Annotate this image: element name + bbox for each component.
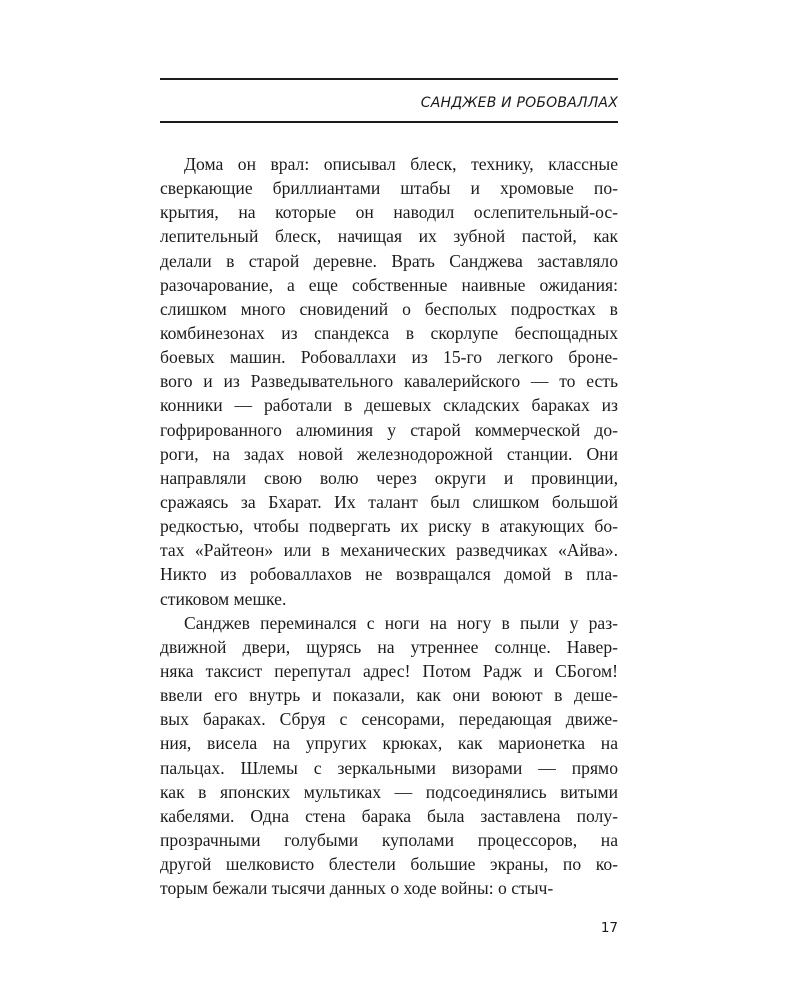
text-line: няка таксист перепутал адрес! Потом Радж и СБогом! [160, 660, 618, 681]
text-line: пальцах. Шлемы с зеркальными визорами — прямо [160, 757, 618, 778]
paragraph [160, 611, 618, 901]
text-line: торым бежали тысячи данных о ходе войны: о стыч- [160, 878, 554, 899]
text-line: ввели его внутрь и показали, как они воюют в деше- [160, 685, 618, 706]
body-text [160, 152, 618, 900]
header-rule-top [160, 78, 618, 80]
page-number: 17 [600, 920, 618, 936]
text-line: слишком много сновидений о бесполых подростках в [160, 298, 618, 319]
text-line: тах «Райтеон» или в механических разведчиках «Айва». [160, 540, 618, 561]
text-line: крытия, на которые он наводил ослепительный-ос- [160, 202, 618, 223]
text-line: разочарование, а еще собственные наивные ожидания: [160, 274, 618, 295]
text-line: сражаясь за Бхарат. Их талант был слишком большой [160, 491, 618, 512]
text-line: редкостью, чтобы подвергать их риску в атакующих бо- [160, 516, 618, 537]
text-line: Дома он врал: описывал блеск, технику, классные [184, 154, 618, 174]
text-line: гофрированного алюминия у старой коммерческой до- [160, 419, 618, 440]
text-line: конники — работали в дешевых складских бараках из [160, 395, 618, 416]
text-line: стиковом мешке. [160, 588, 287, 609]
text-line: прозрачными голубыми куполами процессоров, на [160, 829, 618, 850]
text-line: боевых машин. Робоваллахи из 15-го легкого броне- [160, 347, 618, 368]
text-line: вых бараках. Сбруя с сенсорами, передающая движе- [160, 709, 618, 730]
text-line: как в японских мультиках — подсоединялись витыми [160, 781, 618, 802]
text-line: лепительный блеск, начищая их зубной пастой, как [160, 226, 618, 247]
text-line: комбинезонах из спандекса в скорлупе беспощадных [160, 322, 618, 343]
text-line: сверкающие бриллиантами штабы и хромовые по- [160, 178, 618, 199]
text-line: Санджев переминался с ноги на ногу в пыли у раз- [184, 612, 618, 633]
text-line: роги, на задах новой железнодорожной станции. Они [160, 443, 618, 464]
header-rule-bottom [160, 121, 618, 123]
text-line: движной двери, щурясь на утреннее солнце. Навер- [160, 636, 618, 657]
text-line: делали в старой деревне. Врать Санджева заставляло [160, 250, 618, 271]
running-title: САНДЖЕВ И РОБОВАЛЛАХ [420, 95, 618, 111]
paragraph [160, 152, 618, 611]
text-line: ния, висела на упругих крюках, как марионетка на [160, 733, 618, 754]
text-line: кабелями. Одна стена барака была заставлена полу- [160, 805, 618, 826]
text-line: направляли свою волю через округи и провинции, [160, 467, 618, 488]
text-line: другой шелковисто блестели большие экраны, по ко- [160, 854, 618, 875]
text-line: Никто из робоваллахов не возвращался домой в пла- [160, 564, 618, 585]
text-line: вого и из Разведывательного кавалерийского — то есть [160, 371, 618, 392]
